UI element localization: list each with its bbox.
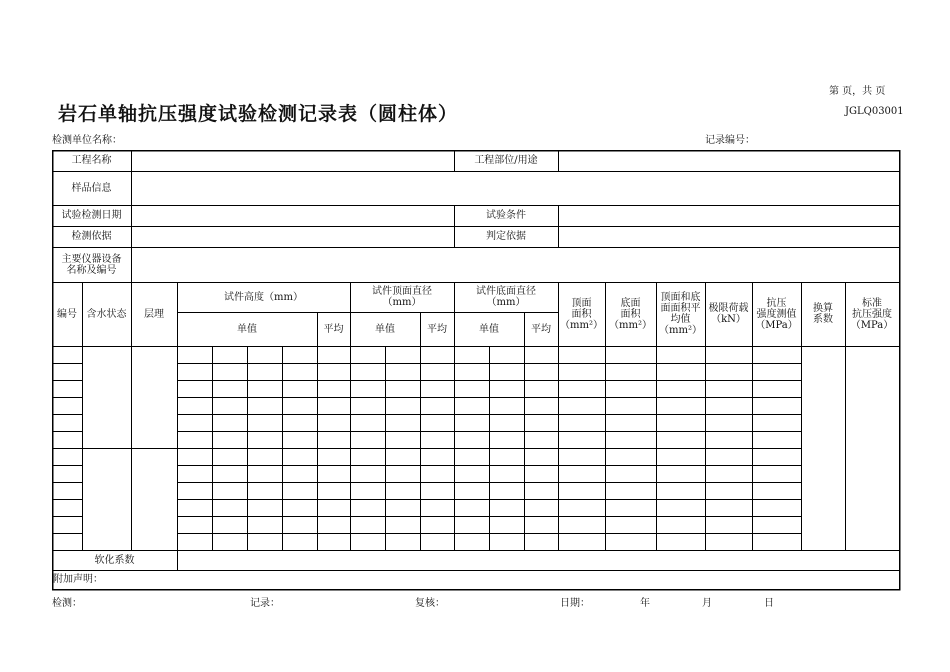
test-basis-label: 检测依据 [71,231,112,242]
sample-info-label: 样品信息 [71,182,112,194]
test-basis-field[interactable] [131,226,454,247]
col-conv-factor-header: 换算 系数 [813,303,833,325]
col-top-dia-header: 试件顶面直径 （mm） [372,286,432,308]
project-part-field[interactable] [558,150,899,171]
top-dia-avg-header: 平均 [427,323,447,335]
date-label: 日期： [560,598,590,609]
remark-label: 附加声明： [53,574,103,585]
col-layer-header: 层理 [144,308,164,320]
col-no-header: 编号 [57,308,77,320]
tester-label: 检测： [52,598,82,609]
col-std-strength-header: 标准 抗压强度 （MPa） [850,297,894,331]
page-title: 岩石单轴抗压强度试验检测记录表（圆柱体） [58,103,459,125]
bottom-dia-avg-header: 平均 [531,323,551,335]
form-code: JGLQ03001 [845,106,904,117]
date-day: 日 [764,598,774,609]
judge-basis-field[interactable] [558,226,899,247]
height-single-header: 单值 [237,323,257,335]
project-name-field[interactable] [131,150,454,171]
top-dia-single-header: 单值 [375,323,395,335]
date-month: 月 [702,598,712,609]
date-year: 年 [640,598,650,609]
project-part-label: 工程部位/用途 [474,155,538,166]
test-condition-field[interactable] [558,205,899,226]
org-label: 检测单位名称： [52,135,122,146]
col-limit-load-header: 极限荷载 （kN） [708,303,749,325]
softening-field[interactable] [177,550,899,570]
height-avg-header: 平均 [323,323,344,335]
judge-basis-label: 判定依据 [486,231,526,242]
col-height-header: 试件高度（mm） [224,291,303,303]
sample-info-field[interactable] [131,171,899,205]
test-condition-label: 试验条件 [486,210,526,221]
instrument-field[interactable] [131,247,899,282]
reviewer-label: 复核： [415,598,445,609]
col-avg-area-header: 顶面和底 面面积平 均值 （mm²） [659,292,702,336]
test-date-field[interactable] [131,205,454,226]
record-no-label: 记录编号： [705,135,755,146]
softening-label: 软化系数 [94,554,135,566]
instrument-label: 主要仪器设备 名称及编号 [61,253,122,276]
col-strength-header: 抗压 强度测值 （MPa） [755,297,798,331]
test-date-label: 试验检测日期 [61,210,122,221]
col-water-state-header: 含水状态 [86,308,127,320]
project-name-label: 工程名称 [71,155,112,166]
col-bottom-area-header: 底面 面积 （mm²） [609,297,652,331]
col-bottom-dia-header: 试件底面直径 （mm） [476,286,536,308]
recorder-label: 记录： [250,598,280,609]
col-top-area-header: 顶面 面积 （mm²） [560,297,603,331]
bottom-dia-single-header: 单值 [479,323,499,335]
page-info: 第 页，共 页 [829,86,886,97]
